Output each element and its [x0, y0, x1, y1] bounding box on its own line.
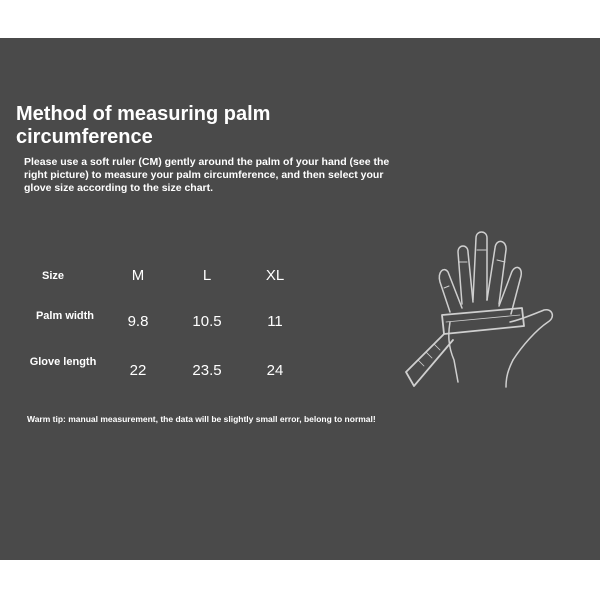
instructions-text: Please use a soft ruler (CM) gently around the palm of your hand (see the right picture) to measure your palm circumference, and then select your glove size according to the size chart. [24, 156, 390, 194]
table-cell: 9.8 [127, 313, 149, 330]
row-label-glove-length: Glove length [29, 356, 97, 368]
size-column-header: L [202, 267, 212, 284]
page-title: Method of measuring palm circumference [16, 103, 271, 148]
table-cell: 23.5 [192, 362, 222, 379]
size-header-label: Size [41, 270, 64, 282]
size-column-header: XL [265, 267, 285, 284]
table-cell: 10.5 [192, 313, 222, 330]
table-cell: 11 [267, 313, 283, 330]
table-cell: 22 [129, 362, 147, 379]
size-column-header: M [131, 267, 145, 284]
row-label-palm-width: Palm width [35, 310, 95, 322]
hand-with-measuring-tape-icon [398, 222, 568, 397]
warm-tip: Warm tip: manual measurement, the data will be slightly small error, belong to normal! [27, 414, 376, 424]
table-cell: 24 [266, 362, 284, 379]
